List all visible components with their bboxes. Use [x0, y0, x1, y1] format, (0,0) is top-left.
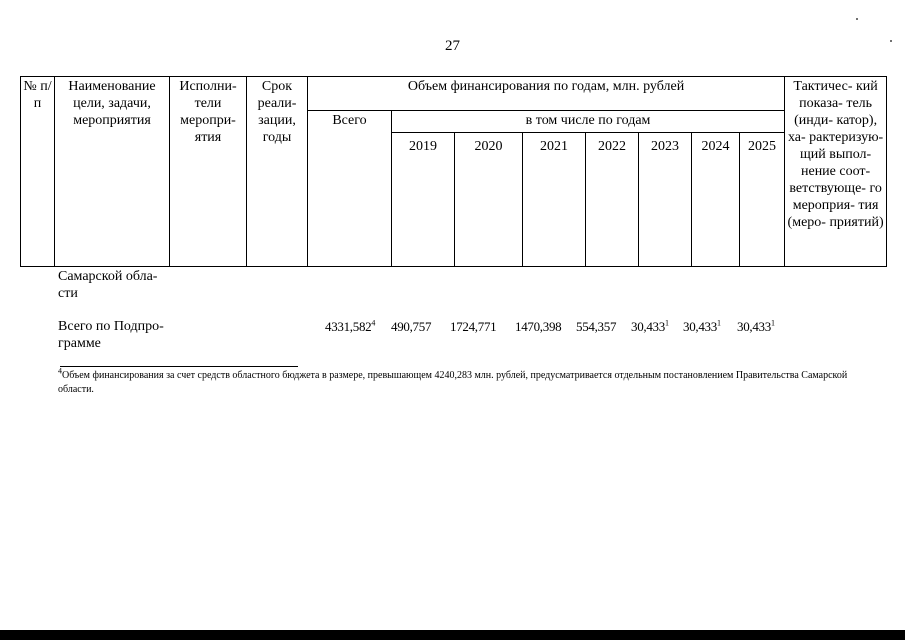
header-term: Срок реали- зации, годы: [247, 77, 308, 267]
value-2023: 30,433$^1$: [631, 318, 669, 334]
header-indicator: Тактичес- кий показа- тель (инди- катор), ха- рактеризую- щий выпол- нение соот- ветствующе- го мероприя- тия (меро- приятий): [785, 77, 887, 267]
header-year-2020: 2020: [455, 133, 523, 267]
continuation-text-line1: Самарской обла-: [58, 269, 158, 284]
header-year-2025: 2025: [740, 133, 785, 267]
scan-speck: [856, 18, 858, 20]
header-total: Всего: [308, 111, 392, 267]
header-by-years: в том числе по годам: [392, 111, 785, 133]
total-row-label-line2: грамме: [58, 336, 101, 351]
footnote-ref-2025: 1: [770, 318, 775, 328]
footnote-ref-2024: 1: [716, 318, 721, 328]
footnote-marker: 4: [58, 366, 62, 376]
header-funding: Объем финансирования по годам, млн. рублей: [308, 77, 785, 111]
page-number: 27: [445, 38, 460, 54]
value-2024: 30,433$^1$: [683, 318, 721, 334]
total-footnote-ref: 4: [371, 318, 376, 328]
value-2020: 1724,771: [450, 319, 497, 334]
header-year-2019: 2019: [392, 133, 455, 267]
header-year-2023: 2023: [639, 133, 692, 267]
scan-speck: [890, 40, 892, 42]
value-2025: 30,433$^1$: [737, 318, 775, 334]
value-2021: 1470,398: [515, 319, 562, 334]
header-year-2024: 2024: [692, 133, 740, 267]
footnote-text: Объем финансирования за счет средств областного бюджета в размере, превышающем 4240,283 млн. рублей, предусматривается отдельным постановлением Правительства Самарской области.: [58, 370, 848, 395]
footnote: [58, 366, 858, 397]
header-year-2022: 2022: [586, 133, 639, 267]
value-2019: 490,757: [391, 319, 432, 334]
total-row-label-line1: Всего по Подпро-: [58, 319, 164, 334]
continuation-text-line2: сти: [58, 286, 78, 301]
header-executors: Исполни- тели меропри- ятия: [170, 77, 247, 267]
footnote-separator: [60, 366, 298, 367]
value-2022: 554,357: [576, 319, 617, 334]
total-value: 4331,582$^4$: [325, 318, 376, 334]
header-name: Наименование цели, задачи, мероприятия: [55, 77, 170, 267]
scan-edge-bar: [0, 630, 905, 640]
footnote-ref-2023: 1: [664, 318, 669, 328]
header-year-2021: 2021: [523, 133, 586, 267]
header-num: № п/п: [21, 77, 55, 267]
